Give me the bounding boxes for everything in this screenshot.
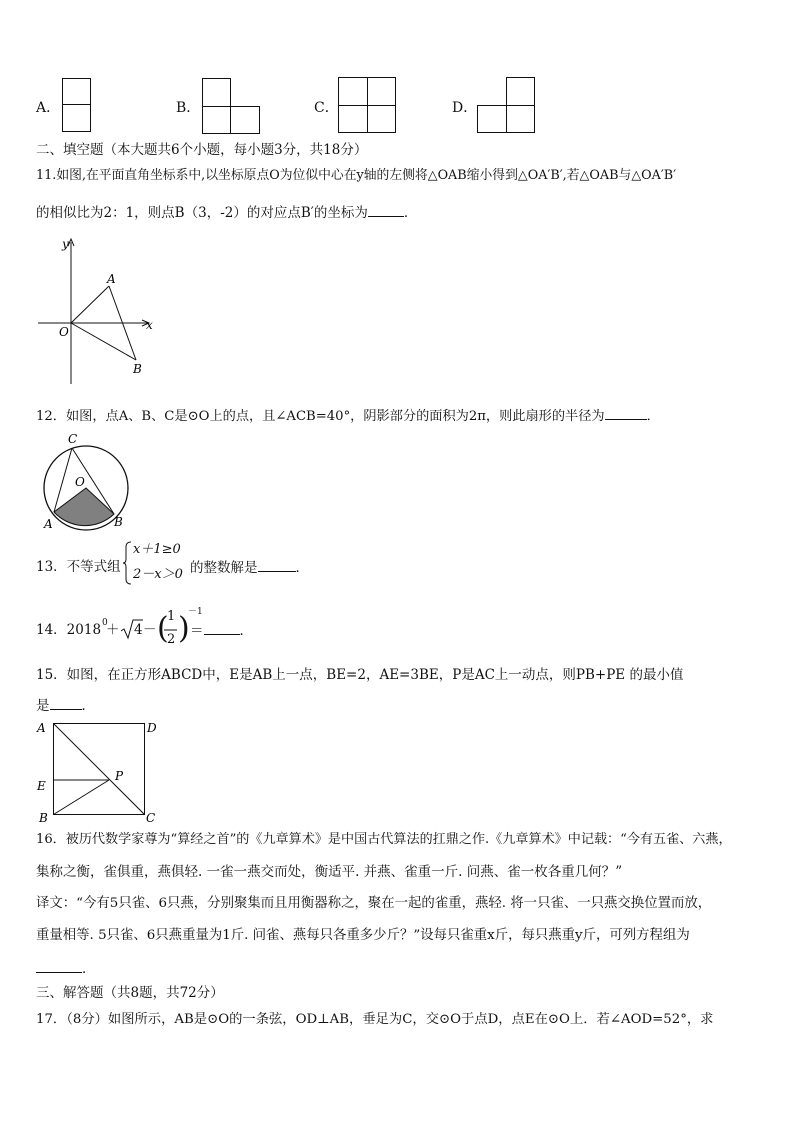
option-c-label: C． [314, 100, 339, 116]
q15-end: ． [81, 698, 95, 714]
q16-line1: 16．被历代数学家尊为“算经之首”的《九章算术》是中国古代算法的扛鼎之作.《九章算术》中记载：“今有五雀、六燕， [36, 832, 732, 847]
q15-line1: 15．如图，在正方形ABCD中，E是AB上一点，BE=2，AE=3BE，P是AC上一动点，则PB+PE 的最小值 [36, 667, 684, 683]
q16-line5 [36, 958, 96, 979]
section-heading-solutions: 三、解答题（共8题，共72分） [36, 985, 224, 1001]
q11-answer-blank [368, 202, 404, 217]
q17-text: 17．（8分）如图所示，AB是⊙O的一条弦，OD⊥AB，垂足为C，交⊙O于点D，点E在⊙O上．若∠AOD=52°，求 [36, 1012, 714, 1027]
q12-fig-label-c: C [68, 432, 78, 446]
q14-paren-right: ) [178, 611, 190, 646]
q14-end: ． [239, 623, 253, 639]
q13-answer-blank [258, 557, 296, 572]
q14-prefix: 14．2018 [36, 622, 102, 638]
q16-answer-blank [36, 958, 82, 973]
q13-brace [123, 541, 133, 585]
q15-fig-label-e: E [37, 779, 46, 793]
q13-inequality-2: 2－x＞0 [133, 567, 183, 582]
option-d-figure [477, 77, 537, 134]
q14-equals: ＝ [190, 623, 204, 639]
q15-fig-label-d: D [147, 721, 157, 735]
q12-text [36, 405, 660, 427]
section-heading-fill-in: 二、填空题（本大题共6个小题，每小题3分，共18分） [36, 142, 368, 158]
option-b-label: B． [176, 100, 201, 116]
q14-minus: － [143, 622, 157, 638]
q15-fig-label-a: A [37, 721, 46, 735]
option-d-label: D． [452, 100, 478, 116]
q11-fig-label-b: B [133, 362, 142, 376]
q12-fig-label-a: A [44, 517, 53, 531]
q11-coordinate-figure [36, 236, 166, 386]
q12-answer-blank [605, 405, 647, 420]
q12-fig-label-b: B [114, 515, 123, 529]
q14-exponent: －1 [188, 607, 203, 617]
q15-fig-label-b: B [39, 811, 48, 825]
q15-fig-label-c: C [146, 811, 156, 825]
q12-shaded-sector [54, 488, 114, 526]
q11-end: ． [403, 205, 418, 221]
q15-answer-blank [50, 695, 82, 710]
option-c-figure [338, 77, 398, 134]
q11-line2-text: 的相似比为2：1，则点B（3，-2）的对应点B′的坐标为 [36, 205, 368, 221]
q11-line1: 11.如图,在平面直角坐标系中,以坐标原点O为位似中心在y轴的左侧将△OAB缩小得到△OA′B′,若△OAB与△OA′B′ [36, 168, 677, 183]
option-b-figure [202, 78, 262, 135]
q14-radicand: 4 [134, 622, 143, 638]
q14-fraction-denominator: 2 [167, 632, 176, 647]
q12-circle-figure [38, 430, 134, 534]
q13-suffix [190, 557, 309, 578]
q11-line2 [36, 202, 417, 223]
q13-inequality-1: x＋1≥0 [133, 542, 181, 557]
q14-plus: ＋ [106, 622, 120, 638]
q14-exp0: 0 [102, 618, 108, 628]
option-a-figure [62, 78, 92, 133]
q14-tail [190, 620, 253, 641]
q13-end: ． [295, 560, 309, 576]
q16-line2: 集称之衡，雀俱重，燕俱轻. 一雀一燕交而处，衡适平. 并燕、雀重一斤. 问燕、雀一枚各重几何？” [36, 864, 623, 880]
q14-paren-left: ( [157, 611, 169, 646]
q16-line4: 重量相等. 5只雀、6只燕重量为1斤. 问雀、燕每只各重多少斤？”设每只雀重x斤，每只燕重y斤，可列方程组为 [36, 928, 690, 943]
q15-fig-label-p: P [115, 769, 124, 783]
q14-fraction-numerator: 1 [167, 609, 176, 624]
q11-fig-label-o: O [59, 325, 69, 339]
q16-end: ． [82, 961, 96, 977]
option-a-label: A． [36, 100, 61, 116]
q12-fig-label-o: O [75, 475, 85, 489]
q13-suffix-text: 的整数解是 [190, 560, 258, 576]
q11-fig-label-x: x [146, 318, 153, 332]
q13-prefix: 13．不等式组 [36, 559, 121, 575]
q15-line2-text: 是 [36, 698, 50, 714]
q16-line3: 译文：“今有5只雀、6只燕，分别聚集而且用衡器称之，聚在一起的雀重，燕轻. 将一只雀、一只燕交换位置而放， [36, 896, 712, 911]
q12-question: 12．如图，点A、B、C是⊙O上的点，且∠ACB=40°，阴影部分的面积为2π，则此扇形的半径为 [36, 409, 605, 424]
q12-end: ． [646, 409, 660, 424]
q11-fig-label-y: y [62, 237, 69, 251]
q11-fig-label-a: A [107, 272, 116, 286]
q15-square-figure [36, 718, 166, 826]
q15-line2 [36, 695, 95, 716]
q14-answer-blank [204, 620, 240, 635]
